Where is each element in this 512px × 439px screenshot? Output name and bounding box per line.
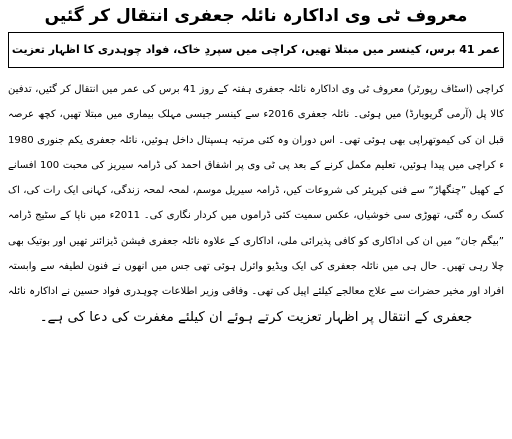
- article-body-line: قبل ان کی کیموتھراپی بھی ہوئی تھی۔ اس دوران وہ کئی مرتبہ ہسپتال داخل ہوئیں، نائلہ جعفری یکم جنوری 1980: [8, 134, 504, 146]
- article-subheadline: عمر 41 برس، کینسر میں مبتلا تھیں، کراچی میں سپردِ خاک، فواد چوہدری کا اظہار تعزیت: [8, 32, 504, 68]
- article-body-line: کراچی (اسٹاف رپورٹر) معروف ٹی وی اداکارہ نائلہ جعفری ہفتہ کے روز 41 برس کی عمر میں انتقال کر گئیں، تدفین: [8, 84, 504, 95]
- article-body-line: کسک رہ گئی، تھوڑی سی خوشیاں، عکس سمیت کئی ڈراموں میں کردار نگاری کی۔ 2011ء میں ناپا کے سٹیج ڈرامہ: [8, 210, 504, 222]
- article-body: [8, 77, 504, 330]
- article-body-line: افراد اور مخیر حضرات سے علاج معالجے کیلئے اپیل کی تھی۔ وفاقی وزیر اطلاعات چوہدری فواد حسین نے اداکارہ نائلہ: [8, 286, 504, 298]
- article-body-line: ”بیگم جان“ میں ان کی اداکاری کو کافی پذیرائی ملی، اداکاری کے علاوہ نائلہ جعفری فیشن ڈیزائنر تھیں اور بوتیک بھی: [8, 235, 504, 247]
- article-body-line: کے کھیل ”چنگھاڑ“ سے فنی کیریئر کی شروعات کیں، ڈرامہ سیریل موسم، لمحہ لمحہ زندگی، کہانی ایک رات کی، اک: [8, 185, 504, 197]
- article-body-line: ء کراچی میں پیدا ہوئیں، تعلیم مکمل کرنے کے بعد پی ٹی وی پر اشفاق احمد کی ڈرامہ سیریز کی محبت 100 افسانے: [8, 159, 504, 171]
- article-body-line: چلا رہی تھیں۔ حال ہی میں نائلہ جعفری کی ایک ویڈیو وائرل ہوئی تھی جس میں انھوں نے فنون لطیفہ سے وابستہ: [8, 261, 504, 273]
- article-body-line: کالا پل (آرمی گریویارڈ) میں ہوئی۔ نائلہ جعفری 2016ء سے کینسر جیسی مہلک بیماری میں مبتلا تھیں، کچھ عرصہ: [8, 109, 504, 121]
- article-headline: معروف ٹی وی اداکارہ نائلہ جعفری انتقال کر گئیں: [44, 6, 468, 26]
- article-body-line: جعفری کے انتقال پر اظہار تعزیت کرتے ہوئے ان کیلئے مغفرت کی دعا کی ہے۔: [39, 309, 473, 325]
